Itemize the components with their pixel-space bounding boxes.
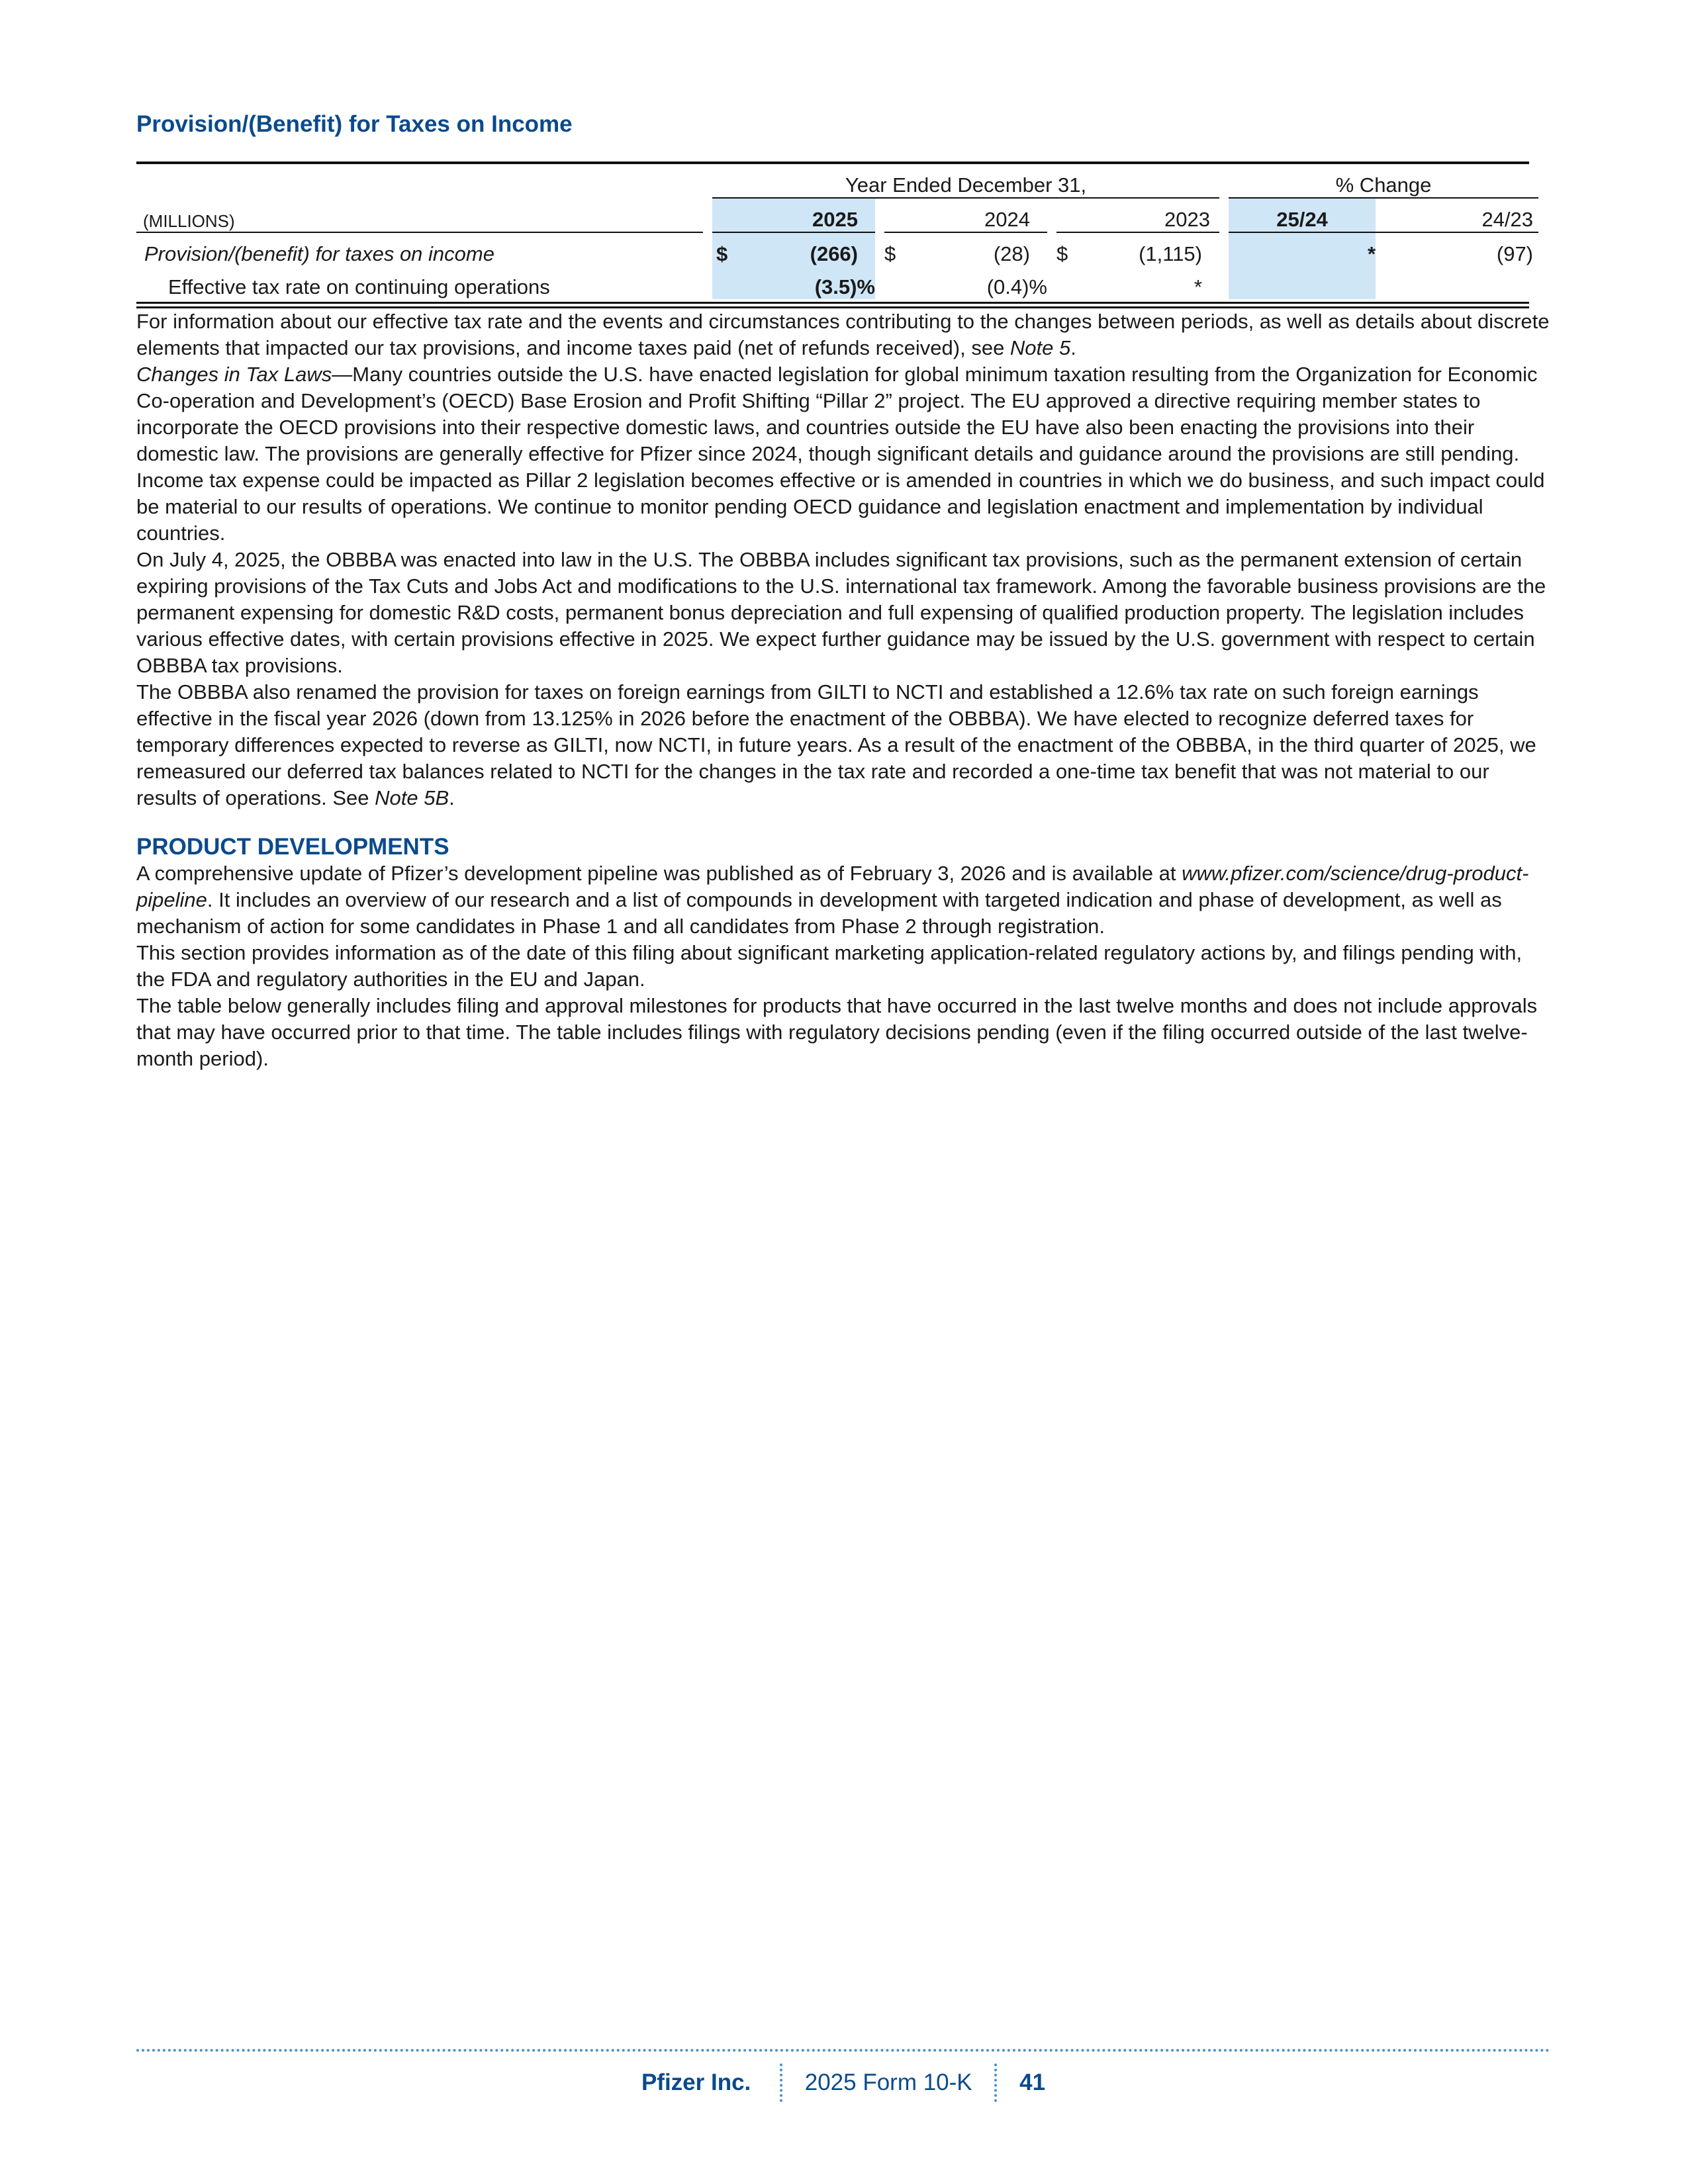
tax-provision-table [136,161,1534,308]
product-developments-heading: PRODUCT DEVELOPMENTS [136,834,449,860]
paragraph-regulatory-actions: This section provides information as of the date of this filing about significant marketing application-related regulatory actions by, and filings pending with, the FDA and regulatory authorities in the EU and Japan. [136,941,1523,991]
paragraph-obbba: On July 4, 2025, the OBBBA was enacted into law in the U.S. The OBBBA includes significant tax provisions, such as the permanent extension of certain expiring provisions of the Tax Cuts and Jobs Act and modifications to the U.S. international tax framework. Among the favorable business provisions are the permanent expensing for domestic R&D costs, permanent bonus depreciation and full expensing of qualified production property. The legislation includes various effective dates, with certain provisions effective in 2025. We expect further guidance may be issued by the U.S. government with respect to certain OBBBA tax provisions. [136,548,1546,677]
paragraph-changes-in-tax-laws: Changes in Tax Laws—Many countries outside the U.S. have enacted legislation for global minimum taxation resulting from the Organization for Economic Co-operation and Development’s (OECD) Base Erosion and Profit Shifting “Pillar 2” project. The EU approved a directive requiring member states to incorporate the OECD provisions into their respective domestic laws, and countries outside the EU have also been enacting the provisions into their domestic law. The provisions are generally effective for Pfizer since 2024, though significant details and guidance around the provisions are still pending. Income tax expense could be impacted as Pillar 2 legislation becomes effective or is amended in countries in which we do business, and such impact could be material to our results of operations. We continue to monitor pending OECD guidance and legislation enactment and implementation by individual countries. [136,363,1545,545]
section-title: Provision/(Benefit) for Taxes on Income [136,111,573,137]
value-2023: * [1194,275,1202,298]
row-label: Provision/(benefit) for taxes on income [144,242,494,265]
column-header-2025: 2025 [712,198,875,232]
column-header-25-24: 25/24 [1229,198,1376,232]
column-header-2023: 2023 [1056,198,1219,232]
value-2024: (0.4)% [986,275,1047,298]
column-header-2024: 2024 [884,198,1047,232]
column-group-change: % Change [1229,164,1538,198]
footer-divider [994,2064,997,2102]
paragraph-pipeline-update: A comprehensive update of Pfizer’s development pipeline was published as of February 3, 2026 and is available at www.pfizer.com/science/drug-product-pipeline. It includes an overview of our research and a list of compounds in development with targeted indication and phase of development, as well as mechanism of action for some candidates in Phase 1 and all candidates from Phase 2 through registration. [136,862,1529,938]
value-2025: (266) [732,232,858,266]
note-reference: Note 5 [1009,336,1071,359]
dollar-sign: $ [1056,242,1068,265]
units-label: (MILLIONS) [136,198,703,232]
table-bottom-rule-double [136,306,1529,308]
change-25-24: * [1229,232,1376,266]
paragraph-effective-tax-rate: For information about our effective tax rate and the events and circumstances contributing to the changes between periods, as well as details about discrete elements that impacted our tax provisions, and income taxes paid (net of refunds received), see Note 5. [136,310,1550,359]
dollar-sign: $ [712,232,732,266]
value-2023: (1,115) [1139,242,1202,265]
footer-company: Pfizer Inc. [641,2070,751,2095]
table-bottom-rule [136,302,1529,304]
footer-divider [780,2064,782,2102]
page-content [136,111,1550,1072]
page-footer [136,2049,1550,2095]
paragraph-table-description: The table below generally includes filing and approval milestones for products that have occurred in the last twelve months and does not include approvals that may have occurred prior to that time. The table includes filings with regulatory decisions pending (even if the filing occurred outside of the last twelve-month period). [136,994,1538,1070]
row-label: Effective tax rate on continuing operations [168,275,550,298]
value-2024: (28) [993,242,1030,265]
table-row [136,266,1538,299]
note-reference: Note 5B [375,786,449,809]
paragraph-lead-in: Changes in Tax Laws [136,363,332,386]
footer-page-number: 41 [1019,2070,1046,2095]
value-2025: (3.5)% [732,266,875,299]
column-group-year: Year Ended December 31, [712,164,1219,198]
footer-form: 2025 Form 10-K [804,2070,972,2095]
column-header-24-23: 24/23 [1376,198,1538,232]
change-24-23: (97) [1496,242,1534,265]
dollar-sign: $ [884,242,896,265]
paragraph-obbba-ncti: The OBBBA also renamed the provision for taxes on foreign earnings from GILTI to NCTI and established a 12.6% tax rate on such foreign earnings effective in the fiscal year 2026 (down from 13.125% in 2026 before the enactment of the OBBBA). We have elected to recognize deferred taxes for temporary differences expected to reverse as GILTI, now NCTI, in future years. As a result of the enactment of the OBBBA, in the third quarter of 2025, we remeasured our deferred tax balances related to NCTI for the changes in the tax rate and recorded a one-time tax benefit that was not material to our results of operations. See Note 5B. [136,680,1536,809]
pipeline-link[interactable]: www.pfizer.com/science/drug-product-pipeline [136,862,1529,911]
table-row [136,232,1538,266]
